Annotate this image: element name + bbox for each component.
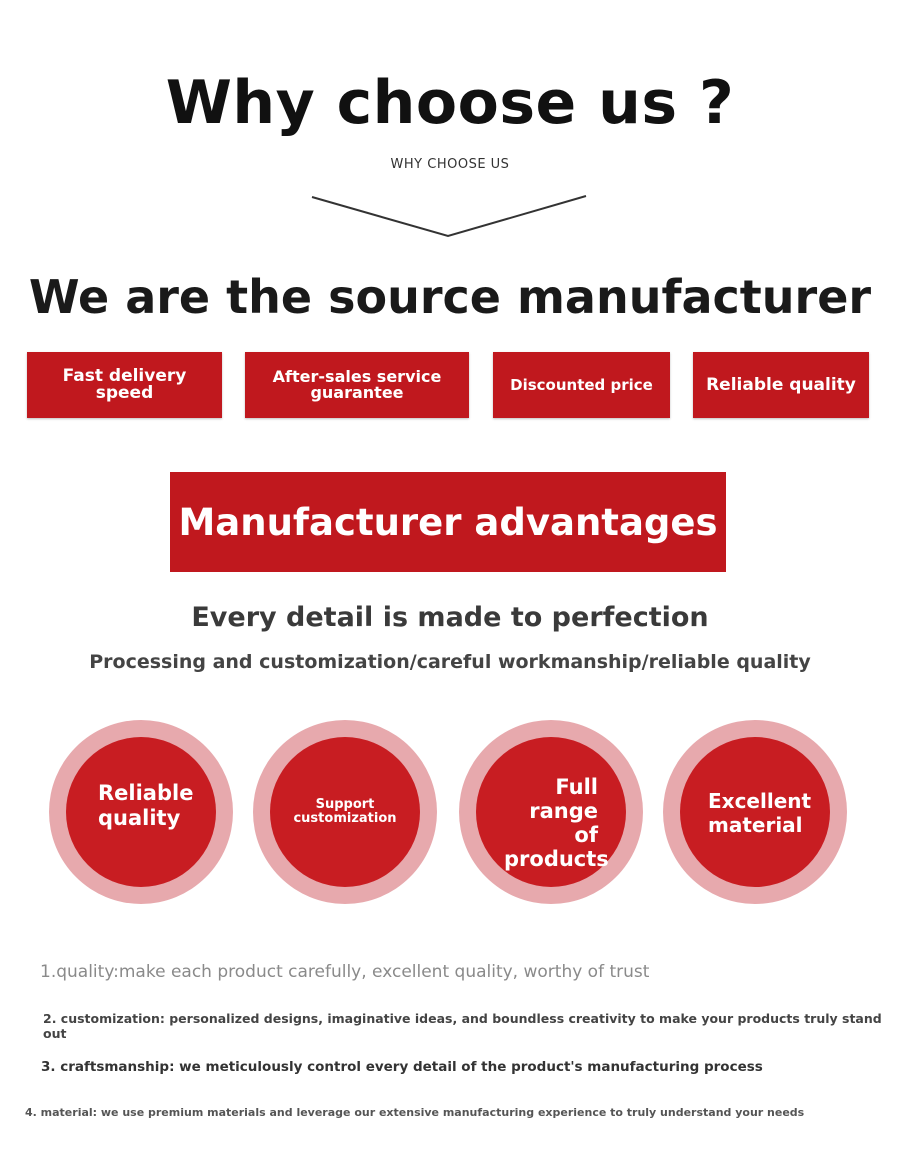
tag-discounted-price [493, 352, 670, 418]
tag-reliable-quality [693, 352, 869, 418]
circle-reliable-quality [49, 720, 233, 904]
tag-fast-delivery [27, 352, 222, 418]
tag-label: After-sales service guarantee [272, 367, 442, 402]
note-craftsmanship: 3. craftsmanship: we meticulously control every detail of the product's manufacturing process [41, 1059, 763, 1075]
note-customization: 2. customization: personalized designs, imaginative ideas, and boundless creativity to make your products truly stand out [43, 1011, 882, 1041]
note-quality: 1.quality:make each product carefully, excellent quality, worthy of trust [40, 962, 650, 982]
page-subtitle: WHY CHOOSE US [390, 157, 510, 172]
processing-subheading: Processing and customization/careful workmanship/reliable quality [89, 651, 811, 673]
tag-after-sales [245, 352, 469, 418]
note-material: 4. material: we use premium materials and leverage our extensive manufacturing experience to truly understand your needs [25, 1106, 805, 1119]
tag-label: Reliable quality [706, 374, 856, 395]
tag-label: Fast delivery speed [62, 366, 187, 403]
circle-label: Excellent material [708, 789, 812, 837]
detail-heading: Every detail is made to perfection [191, 602, 709, 633]
headline: We are the source manufacturer [28, 270, 872, 324]
advantages-banner: Manufacturer advantages [170, 472, 726, 572]
circle-label: Support customization [293, 797, 397, 826]
circle-excellent-material [663, 720, 847, 904]
circle-label: Full range of products [504, 775, 609, 871]
page-title: Why choose us ? [165, 68, 735, 138]
tag-label: Discounted price [510, 375, 653, 394]
circle-full-range [459, 720, 643, 904]
circle-label: Reliable quality [98, 781, 194, 830]
chevron-down-icon [310, 193, 590, 239]
circle-support-customization [253, 720, 437, 904]
